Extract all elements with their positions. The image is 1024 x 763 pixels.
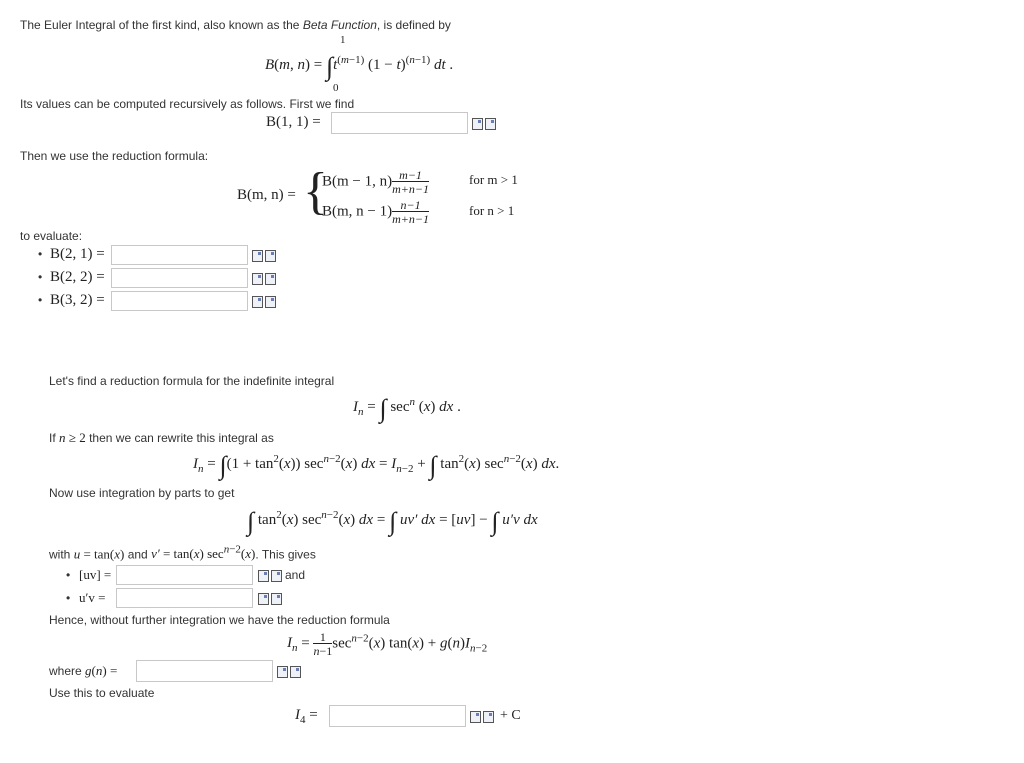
and-text: and <box>285 568 306 582</box>
uprimev-label: u′v = <box>79 590 106 605</box>
help-icon[interactable] <box>265 296 276 308</box>
help-icon[interactable] <box>265 250 276 262</box>
b32-answer-input[interactable] <box>111 291 248 311</box>
evaluate-text: to evaluate: <box>20 229 83 243</box>
integral-definition: $I_n$ = ∫ $\sec^n (x)$ dx . <box>353 394 461 423</box>
hence-text: Hence, without further integration we have the reduction formula <box>49 613 390 627</box>
i4-answer-input[interactable] <box>329 705 466 727</box>
plus-c: + C <box>500 708 521 723</box>
help-icon[interactable] <box>271 593 282 605</box>
uv-answer-input[interactable] <box>116 565 253 585</box>
case1-expression: B(m − 1, n) $\frac{m-1}{m+n-1}$ <box>322 168 429 196</box>
intro-text: The Euler Integral of the first kind, also known as the Beta Function, is defined by <box>20 18 451 32</box>
preview-icon[interactable] <box>252 250 263 262</box>
i4-label: $I_4$ = <box>295 707 318 726</box>
piecewise-brace: { <box>303 163 328 220</box>
recursive-text: Its values can be computed recursively as follows. First we find <box>20 97 355 111</box>
with-text: with u = tan(x) and v′ = tan(x) $\sec^{n-2}(x)$. This gives <box>49 544 316 562</box>
reduction-formula: $I_n$ = $\frac{1}{n-1}$ $\sec^{n-2}(x) \tan(x) + g(n)I_{n-2}$ <box>287 630 488 658</box>
b21-label: B(2, 1) = <box>50 246 105 262</box>
gn-answer-input[interactable] <box>136 660 273 682</box>
preview-icon[interactable] <box>252 273 263 285</box>
beta-definition: B(m, $n) = \int t^{(m-1)}$ $(1 - t)^{(n-1)}$ dt . <box>265 52 454 81</box>
reduction-text: Then we use the reduction formula: <box>20 149 209 163</box>
case1-condition: for m > 1 <box>469 172 518 187</box>
b11-answer-input[interactable] <box>331 112 468 134</box>
help-icon[interactable] <box>485 118 496 130</box>
list-bullet: • <box>38 247 43 261</box>
list-bullet: • <box>38 293 43 307</box>
preview-icon[interactable] <box>277 666 288 678</box>
case2-condition: for n > 1 <box>469 203 515 218</box>
help-icon[interactable] <box>271 570 282 582</box>
uv-label: [uv] = <box>79 567 112 582</box>
preview-icon[interactable] <box>472 118 483 130</box>
parts-text: Now use integration by parts to get <box>49 486 235 500</box>
uprimev-answer-input[interactable] <box>116 588 253 608</box>
b22-answer-input[interactable] <box>111 268 248 288</box>
case2-expression: B(m, n − 1) $\frac{n-1}{m+n-1}$ <box>322 198 429 226</box>
preview-icon[interactable] <box>258 593 269 605</box>
b21-answer-input[interactable] <box>111 245 248 265</box>
help-icon[interactable] <box>265 273 276 285</box>
part2-intro: Let's find a reduction formula for the indefinite integral <box>49 374 335 388</box>
preview-icon[interactable] <box>252 296 263 308</box>
list-bullet: • <box>38 270 43 284</box>
parts-formula: ∫ $\tan^2(x)$ $\sec^{n-2}(x)$ dx = ∫ uv′ dx = [uv] − ∫ u′v dx <box>247 507 538 536</box>
use-text: Use this to evaluate <box>49 686 155 700</box>
b22-label: B(2, 2) = <box>50 269 105 285</box>
preview-icon[interactable] <box>258 570 269 582</box>
reduction-lhs: B(m, n) = <box>237 187 296 203</box>
list-bullet: • <box>66 591 71 605</box>
case1-fraction: $\frac{m-1}{m+n-1}$ <box>392 168 429 196</box>
where-label: where g(n) = <box>49 663 118 678</box>
beta-upper-limit: 1 <box>340 34 346 46</box>
list-bullet: • <box>66 568 71 582</box>
preview-icon[interactable] <box>470 711 481 723</box>
b32-label: B(3, 2) = <box>50 292 105 308</box>
rewrite-formula: $I_n = \int(1 + \tan^2(x))$ $\sec^{n-2}(x)$ dx = $I_{n-2}$ + ∫ $\tan^2(x)$ $\sec^{n-2}(x)$ dx. <box>193 451 560 480</box>
b11-label: B(1, 1) = <box>266 114 321 130</box>
beta-lower-limit: 0 <box>333 82 339 94</box>
help-icon[interactable] <box>483 711 494 723</box>
case2-fraction: $\frac{n-1}{m+n-1}$ <box>392 198 429 226</box>
if-text: If n ≥ 2 then we can rewrite this integral as <box>49 430 274 445</box>
help-icon[interactable] <box>290 666 301 678</box>
